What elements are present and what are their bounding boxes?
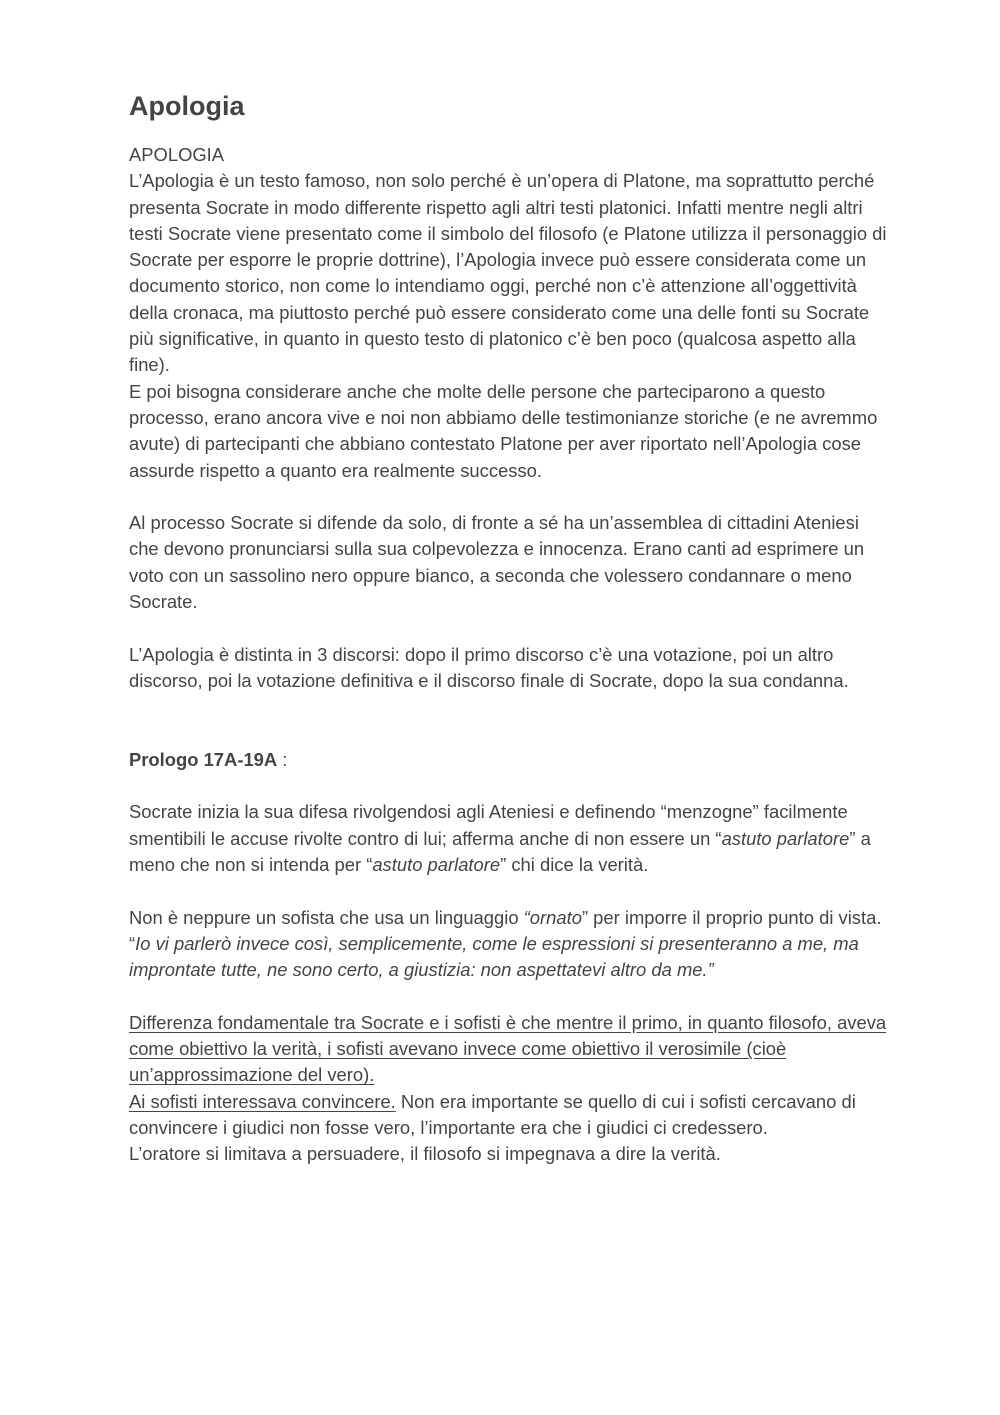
- section-heading-prologo: [129, 747, 889, 773]
- paragraph-defense: Socrate inizia la sua difesa rivolgendosi agli Ateniesi e definendo “menzogne” facilmente smentibili le accuse rivolte contro di lui; afferma anche di non essere un “astuto parlatore” a meno che non si intenda per “astuto parlatore” chi dice la verità.: [129, 801, 871, 876]
- caps-heading: APOLOGIA: [129, 144, 225, 165]
- paragraph-intro: L’Apologia è un testo famoso, non solo perché è un’opera di Platone, ma soprattutto perché presenta Socrate in modo differente rispetto agli altri testi platonici. Infatti mentre negli altri testi Socrate viene presentato come il simbolo del filosofo (e Platone utilizza il personaggio di Socrate per esporre le proprie dottrine), l’Apologia invece può essere considerata come un documento storico, non come lo intendiamo oggi, perché non c’è attenzione all’oggettività della cronaca, ma piuttosto perché può essere considerato come una delle fonti su Socrate più significative, in quanto in questo testo di platonico c’è ben poco (qualcosa aspetto alla fine).: [129, 170, 887, 376]
- prologo-heading: Prologo 17A-19A: [129, 748, 278, 770]
- document-title: Apologia: [129, 91, 245, 121]
- paragraph-witnesses: E poi bisogna considerare anche che molte delle persone che parteciparono a questo processo, erano ancora vive e noi non abbiamo delle testimonianze storiche (e ne avremmo avute) di partecipanti che abbiano contestato Platone per aver riportato nell’Apologia cose assurde rispetto a quanto era realmente successo.: [129, 380, 878, 481]
- paragraph-oratore: L’oratore si limitava a persuadere, il filosofo si impegnava a dire la verità.: [129, 1143, 721, 1165]
- paragraph-sofista: Non è neppure un sofista che usa un linguaggio “ornato” per imporre il proprio punto di vista. “Io vi parlerò invece così, semplicemente, come le espressioni si presenteranno a me, ma improntate tutte, ne sono certo, a giustizia: non aspettatevi altro da me.”: [129, 906, 882, 981]
- paragraph-difference: Differenza fondamentale tra Socrate e i sofisti è che mentre il primo, in quanto filosofo, aveva come obiettivo la verità, i sofisti avevano invece come obiettivo il verosimile (cioè un’approssimazione del vero).: [129, 1011, 887, 1086]
- document-body: [129, 142, 889, 1168]
- prologo-colon: :: [277, 748, 288, 770]
- document-page: [129, 88, 889, 1168]
- paragraph-structure: L’Apologia è distinta in 3 discorsi: dopo il primo discorso c’è una votazione, poi un altro discorso, poi la votazione definitiva e il discorso finale di Socrate, dopo la sua condanna.: [129, 643, 849, 691]
- paragraph-process: Al processo Socrate si difende da solo, di fronte a sé ha un’assemblea di cittadini Ateniesi che devono pronunciarsi sulla sua colpevolezza e innocenza. Erano canti ad esprimere un voto con un sassolino nero oppure bianco, a seconda che volessero condannare o meno Socrate.: [129, 512, 865, 613]
- paragraph-convincere: Ai sofisti interessava convincere. Non era importante se quello di cui i sofisti cercavano di convincere i giudici non fosse vero, l’importante era che i giudici ci credessero.: [129, 1090, 856, 1138]
